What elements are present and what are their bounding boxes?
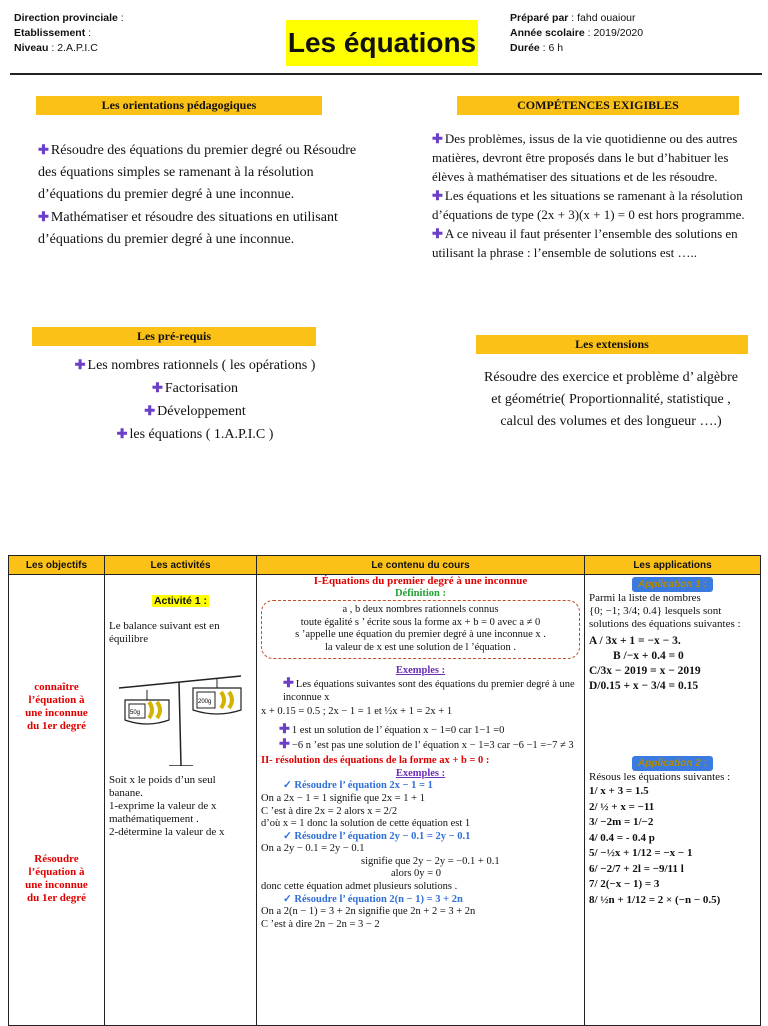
header-value: : <box>85 27 92 39</box>
bullet-arrow-icon: ✚ <box>151 380 163 395</box>
resolution-1-line: C ’est à dire 2x = 2 alors x = 2/2 <box>261 805 398 817</box>
objectifs-cell <box>9 575 105 1026</box>
extensions-heading: Les extensions <box>476 335 748 354</box>
resolution-2-line: signifie que 2y − 2y = −0.1 + 0.1 <box>361 855 500 867</box>
col-header-objectifs: Les objectifs <box>9 556 105 575</box>
header-value: : 2.A.P.I.C <box>48 42 98 54</box>
header-label: Préparé par <box>510 12 569 24</box>
exemples-label: Exemples : <box>395 664 446 676</box>
lesson-table <box>8 555 761 1026</box>
example-intro: ✚ Les équations suivantes sont des équations du premier degré à une inconnue x <box>283 675 575 703</box>
bullet-arrow-icon: ✚ <box>279 735 290 751</box>
activity-intro: Le balance suivant est en équilibre <box>109 620 220 645</box>
bullet-arrow-icon: ✚ <box>432 188 443 203</box>
bullet-arrow-icon: ✚ <box>144 403 156 418</box>
app1-intro: Parmi la liste de nombres <box>589 592 701 604</box>
contenu-cell <box>257 575 585 1026</box>
activity-question-1: 1-exprime la valeur de x mathématiquement . <box>109 800 217 825</box>
applications-cell <box>585 575 761 1026</box>
prerequis-list <box>10 354 380 446</box>
activity-text: Soit x le poids d’un seul banane. <box>109 774 216 799</box>
bullet-arrow-icon: ✚ <box>283 675 294 691</box>
header-label: Année scolaire <box>510 27 585 39</box>
header-value: : 2019/2020 <box>584 27 644 39</box>
objectif-2: Résoudre l’équation à une inconnue du 1er degré <box>25 853 88 904</box>
app2-intro: Résous les équations suivantes : <box>589 771 731 783</box>
prerequis-item: ✚ les équations ( 1.A.P.I.C ) <box>10 423 380 446</box>
weight-50g-label: 50g <box>130 710 141 716</box>
example-solution-2: ✚ −6 n ’est pas une solution de l’ équation x − 1=3 car −6 −1 =−7 ≠ 3 <box>279 735 574 751</box>
prerequis-item: ✚ Développement <box>10 400 380 423</box>
app1-equations: A / 3x + 1 = −x − 3. B /−x + 0.4 = 0 C/3x − 2019 = x − 2019 D/0.15 + x − 3/4 = 0.15 <box>589 635 701 692</box>
example-equations: x + 0.15 = 0.5 ; 2x − 1 = 1 et ½x + 1 = 2x + 1 <box>261 706 453 718</box>
objectif-1: connaître l’équation à une inconnue du 1er degré <box>25 681 88 732</box>
example-solution-1: ✚ 1 est un solution de l’ équation x − 1=0 car 1−1 =0 <box>279 720 505 736</box>
activity-question-2: 2-détermine la valeur de x <box>109 826 225 838</box>
table-header-row <box>9 556 761 575</box>
orientation-item: ✚ Résoudre des équations du premier degré ou Résoudre des équations simples se ramenant à la résolution d’équations du premier degré à une inconnue. <box>38 139 358 206</box>
resolution-1-line: On a 2x − 1 = 1 signifie que 2x = 1 + 1 <box>261 792 425 804</box>
section-1-title: I-Équations du premier degré à une inconnue <box>313 575 528 587</box>
col-header-activites: Les activités <box>105 556 257 575</box>
resolution-2-title: ✓ Résoudre l’ équation 2y − 0.1 = 2y − 0.1 <box>283 830 471 842</box>
app2-equations: 1/ x + 3 = 1.5 2/ ½ + x = −11 3/ −2m = 1/−2 4/ 0.4 = - 0.4 p 5/ −½x + 1/12 = −x − 1 6/ −2/7 + 2l = −9/11 l 7/ 2(−x − 1) = 3 8/ ½n + 1/12 = 2 × (−n − 0.5) <box>589 785 721 906</box>
weight-200g-label: 200g <box>198 699 212 705</box>
app1-set: {0; −1; 3/4; 0.4} lesquels sont solutions des équations suivantes : <box>589 605 741 630</box>
definition-box: a , b deux nombres rationnels connus toute égalité s ’ écrite sous la forme ax + b = 0 avec a ≠ 0 s ’appelle une équation du premier degré à une inconnue x . la valeur de x est une solution de l ’équation . <box>261 600 580 658</box>
resolution-3-title: ✓ Résoudre l’ équation 2(n − 1) = 3 + 2n <box>283 893 463 905</box>
resolution-1-line: d’où x = 1 donc la solution de cette équation est 1 <box>261 818 471 830</box>
page-title: Les équations <box>286 20 478 66</box>
bullet-arrow-icon: ✚ <box>38 209 49 224</box>
competences-list <box>432 129 762 262</box>
exemples-2-label: Exemples : <box>395 767 446 779</box>
extensions-text <box>446 367 768 433</box>
resolution-1-title: ✓ Résoudre l’ équation 2x − 1 = 1 <box>283 780 433 792</box>
competences-heading: COMPÉTENCES EXIGIBLES <box>457 96 739 115</box>
header-value: : fahd ouaiour <box>568 12 636 24</box>
competence-item: ✚ A ce niveau il faut présenter l’ensemble des solutions en utilisant la phrase : l’ensemble de solutions est ….. <box>432 226 738 260</box>
header-label: Niveau <box>14 42 49 54</box>
header-label: Durée <box>510 42 540 54</box>
bullet-arrow-icon: ✚ <box>279 720 290 736</box>
balance-scale-illustration <box>109 648 249 766</box>
orientation-item: ✚ Mathématiser et résoudre des situations en utilisant d’équations du premier degré à une inconnue. <box>38 206 358 251</box>
header-value: : <box>117 12 124 24</box>
header-divider <box>10 73 762 75</box>
prerequis-item: ✚ Factorisation <box>10 377 380 400</box>
bullet-arrow-icon: ✚ <box>432 226 443 241</box>
section-2-title: II- résolution des équations de la forme ax + b = 0 : <box>261 755 490 767</box>
header-left <box>14 11 124 56</box>
activites-cell <box>105 575 257 1026</box>
resolution-2-line: On a 2y − 0.1 = 2y − 0.1 <box>261 843 365 855</box>
competence-item: ✚ Les équations et les situations se ramenant à la résolution d’équations de type (2x + 3)(x + 1) = 0 est hors programme. <box>432 188 745 222</box>
extensions-line: et géométrie( Proportionnalité, statistique , <box>491 392 731 407</box>
activity-title: Activité 1 : <box>153 595 208 607</box>
application-1-title: Application 1 : <box>632 577 713 592</box>
header-value: : 6 h <box>539 42 564 54</box>
header-right <box>510 11 643 56</box>
header-label: Etablissement <box>14 27 86 39</box>
resolution-2-line: alors 0y = 0 <box>391 868 441 880</box>
orientations-list <box>38 139 358 251</box>
competence-item: ✚ Des problèmes, issus de la vie quotidienne ou des autres matières, devront être proposés dans le but d’habituer les élèves à mathématiser des situations et de les résoudre. <box>432 131 738 184</box>
resolution-3-line: On a 2(n − 1) = 3 + 2n signifie que 2n + 2 = 3 + 2n <box>261 906 476 918</box>
extensions-line: calcul des volumes et des longueur ….) <box>500 414 722 429</box>
bullet-arrow-icon: ✚ <box>116 426 128 441</box>
table-row <box>9 575 761 1026</box>
definition-label: Définition : <box>394 587 447 599</box>
bullet-arrow-icon: ✚ <box>74 357 86 372</box>
orientations-heading: Les orientations pédagogiques <box>36 96 322 115</box>
header-label: Direction provinciale <box>14 12 118 24</box>
col-header-applications: Les applications <box>585 556 761 575</box>
prerequis-item: ✚ Les nombres rationnels ( les opérations ) <box>10 354 380 377</box>
resolution-3-line: C ’est à dire 2n − 2n = 3 − 2 <box>261 918 380 930</box>
bullet-arrow-icon: ✚ <box>38 142 49 157</box>
col-header-contenu: Le contenu du cours <box>257 556 585 575</box>
application-2-title: Application 2 : <box>632 756 713 771</box>
prerequis-heading: Les pré-requis <box>32 327 316 346</box>
extensions-line: Résoudre des exercice et problème d’ algèbre <box>484 370 738 385</box>
bullet-arrow-icon: ✚ <box>432 131 443 146</box>
resolution-2-line: donc cette équation admet plusieurs solutions . <box>261 881 458 893</box>
